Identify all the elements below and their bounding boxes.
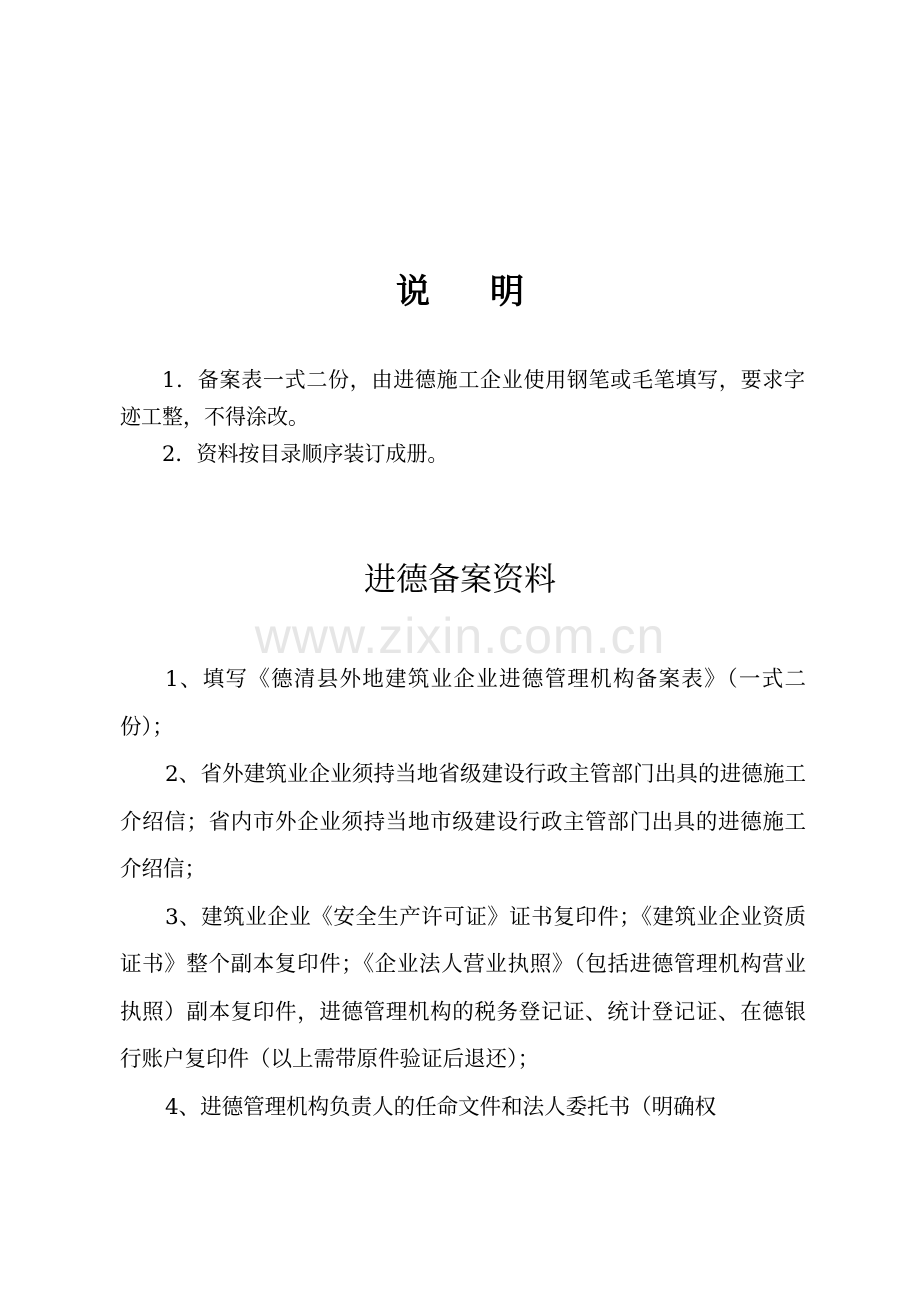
heading-title: 说明 bbox=[396, 272, 584, 312]
notes-section bbox=[120, 362, 805, 473]
list-item: 4、进德管理机构负责人的任命文件和法人委托书（明确权 bbox=[165, 1094, 717, 1120]
watermark: www.zixin.com.cn bbox=[254, 608, 666, 664]
list-item: 3、建筑业企业《安全生产许可证》证书复印件；《建筑业企业资质证书》整个副本复印件；《企业法人营业执照》（包括进德管理机构营业执照）副本复印件，进德管理机构的税务登记证、统计登记证、在德银行账户复印件（以上需带原件验证后退还）； bbox=[120, 904, 806, 1072]
section-title: 进德备案资料 bbox=[363, 560, 556, 598]
note-item: 2．资料按目录顺序装订成册。 bbox=[162, 442, 449, 466]
list-item: 1、填写《德清县外地建筑业企业进德管理机构备案表》（一式二份）； bbox=[120, 667, 806, 740]
list-item: 2、省外建筑业企业须持当地省级建设行政主管部门出具的进德施工介绍信；省内市外企业须持当地市级建设行政主管部门出具的进德施工介绍信； bbox=[120, 762, 806, 882]
note-item: 1．备案表一式二份，由进德施工企业使用钢笔或毛笔填写，要求字迹工整，不得涂改。 bbox=[120, 368, 805, 429]
items-section bbox=[120, 656, 806, 1131]
